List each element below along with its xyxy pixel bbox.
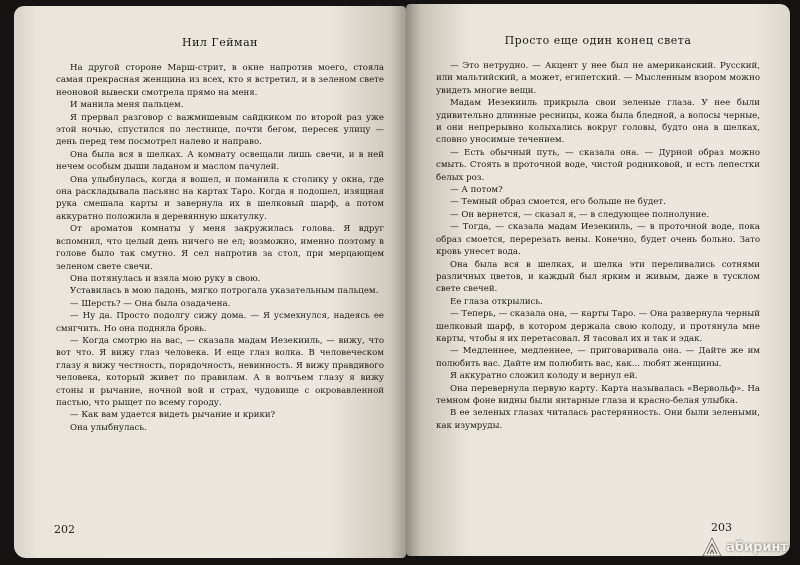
paragraph: — Теперь, — сказала она, — карты Таро. — Она развернула черный шелковый шарф, в котором держала свою колоду, и протянула мне карты, чтобы я их перетасовал. Я тасовал их и так и эдак. [436, 309, 760, 344]
paragraph: — Есть обычный путь, — сказала она. — Дурной образ можно смыть. Стоять в проточной воде, чистой родниковой, и есть лепестки белых роз. [436, 147, 760, 183]
paragraph: И манила меня пальцем. [70, 100, 184, 111]
paragraph: — Медленнее, медленнее, — приговаривала она. — Дайте же им полюбить вас. Дайте им полюбить вас, как... любят женщины. [436, 346, 760, 369]
paragraph: Ее глаза открылись. [450, 296, 543, 307]
paragraph: — Как вам удается видеть рычание и крики? [70, 410, 276, 421]
right-page [406, 4, 790, 556]
left-page [14, 6, 406, 558]
paragraph: — Это нетрудно. — Акцент у нее был не американский. Русский, или мальтийский, а может, египетский. — Мысленным взором можно увидеть многие вещи. [436, 61, 760, 96]
paragraph: От ароматов комнаты у меня закружилась голова. Я вдруг вспомнил, что целый день ничего не ел; возможно, именно поэтому в голове было так смутно. Я сел напротив за стол, при мерцающем зеленом свете свечи. [56, 224, 384, 272]
labirint-watermark [701, 537, 788, 557]
paragraph: Я аккуратно сложил колоду и вернул ей. [450, 371, 638, 382]
paragraph: На другой стороне Марш-стрит, в окне напротив моего, стояла самая прекрасная женщина из всех, кто я встретил, и в зеленом свете неоновой вывески смотрела прямо на меня. [56, 63, 384, 98]
left-page-number: 202 [54, 523, 75, 536]
right-page-text [436, 60, 760, 432]
paragraph: — Он вернется, — сказал я, — в следующее полнолуние. [450, 209, 710, 220]
paragraph: Мадам Иезекииль прикрыла свои зеленые глаза. У нее были удивительно длинные ресницы, кожа была бледной, а волосы черные, и они непрерывно колыхались вокруг головы, будто она в шелках, словно уносимые течением. [436, 98, 760, 146]
paragraph: — Темный образ смоется, его больше не будет. [450, 197, 666, 208]
logo-text: абиринт [726, 539, 788, 555]
labyrinth-a-icon [701, 537, 723, 557]
paragraph: — Ну да. Просто подолгу сижу дома. — Я усмехнулся, надеясь ее смягчить. Но она подняла бровь. [56, 311, 384, 334]
paragraph: — А потом? [450, 185, 503, 196]
paragraph: В ее зеленых глазах читалась растерянность. Они были зелеными, как изумруды. [436, 408, 760, 431]
left-running-head: Нил Гейман [182, 36, 258, 49]
paragraph: Она улыбнулась. [70, 422, 147, 433]
paragraph: Она была вся в шелках, и шелка эти переливались сотнями различных цветов, и каждый был ярким и живым, даже в тусклом свете свечей. [436, 259, 760, 295]
paragraph: Уставилась в мою ладонь, мягко потрогала указательным пальцем. [70, 286, 379, 297]
paragraph: — Когда смотрю на вас, — сказала мадам Иезекииль, — вижу, что вот что. Я вижу глаз человека. И еще глаз волка. В человеческом глазу я вижу честность, порядочность, невинность. Я вижу правдивого человека, который живет по правилам. А в волчьем глазу я вижу стоны и рычание, ночной вой и страх, чудовище с окровавленной пастью, что рыщет по всему городу. [56, 335, 384, 408]
right-page-number: 203 [711, 521, 732, 534]
paragraph: Я прервал разговор с важмишевым сайдкиком по второй раз уже этой ночью, спустился по лестнице, почти бегом, пересек улицу — день перед тем посмотрел налево и направо. [56, 112, 384, 148]
paragraph: Она была вся в шелках. А комнату освещали лишь свечи, и в ней нечем особым дыши ладаном и маслом пачулей. [56, 149, 384, 173]
paragraph: — Тогда, — сказала мадам Иезекииль, — в проточной воде, пока образ смоется, перерезать вены. Конечно, будет очень больно. Зато кровь унесет вода. [436, 222, 760, 258]
left-page-text [56, 62, 384, 434]
paragraph: Она потянулась и взяла мою руку в свою. [70, 273, 261, 284]
paragraph: Она улыбнулась, когда я вошел, и поманила к столику у окна, где она раскладывала пасьянс на картах Таро. Когда я подошел, изящная рука смешала карты и завернула их в шелковый шарф, а потом аккуратно положила в деревянную шкатулку. [56, 174, 384, 222]
paragraph: — Шерсть? — Она была озадачена. [70, 298, 231, 309]
right-running-head: Просто еще один конец света [504, 34, 692, 47]
paragraph: Она перевернула первую карту. Карта называлась «Вервольф». На темном фоне видны были янтарные глаза и красно-белая улыбка. [436, 383, 760, 406]
